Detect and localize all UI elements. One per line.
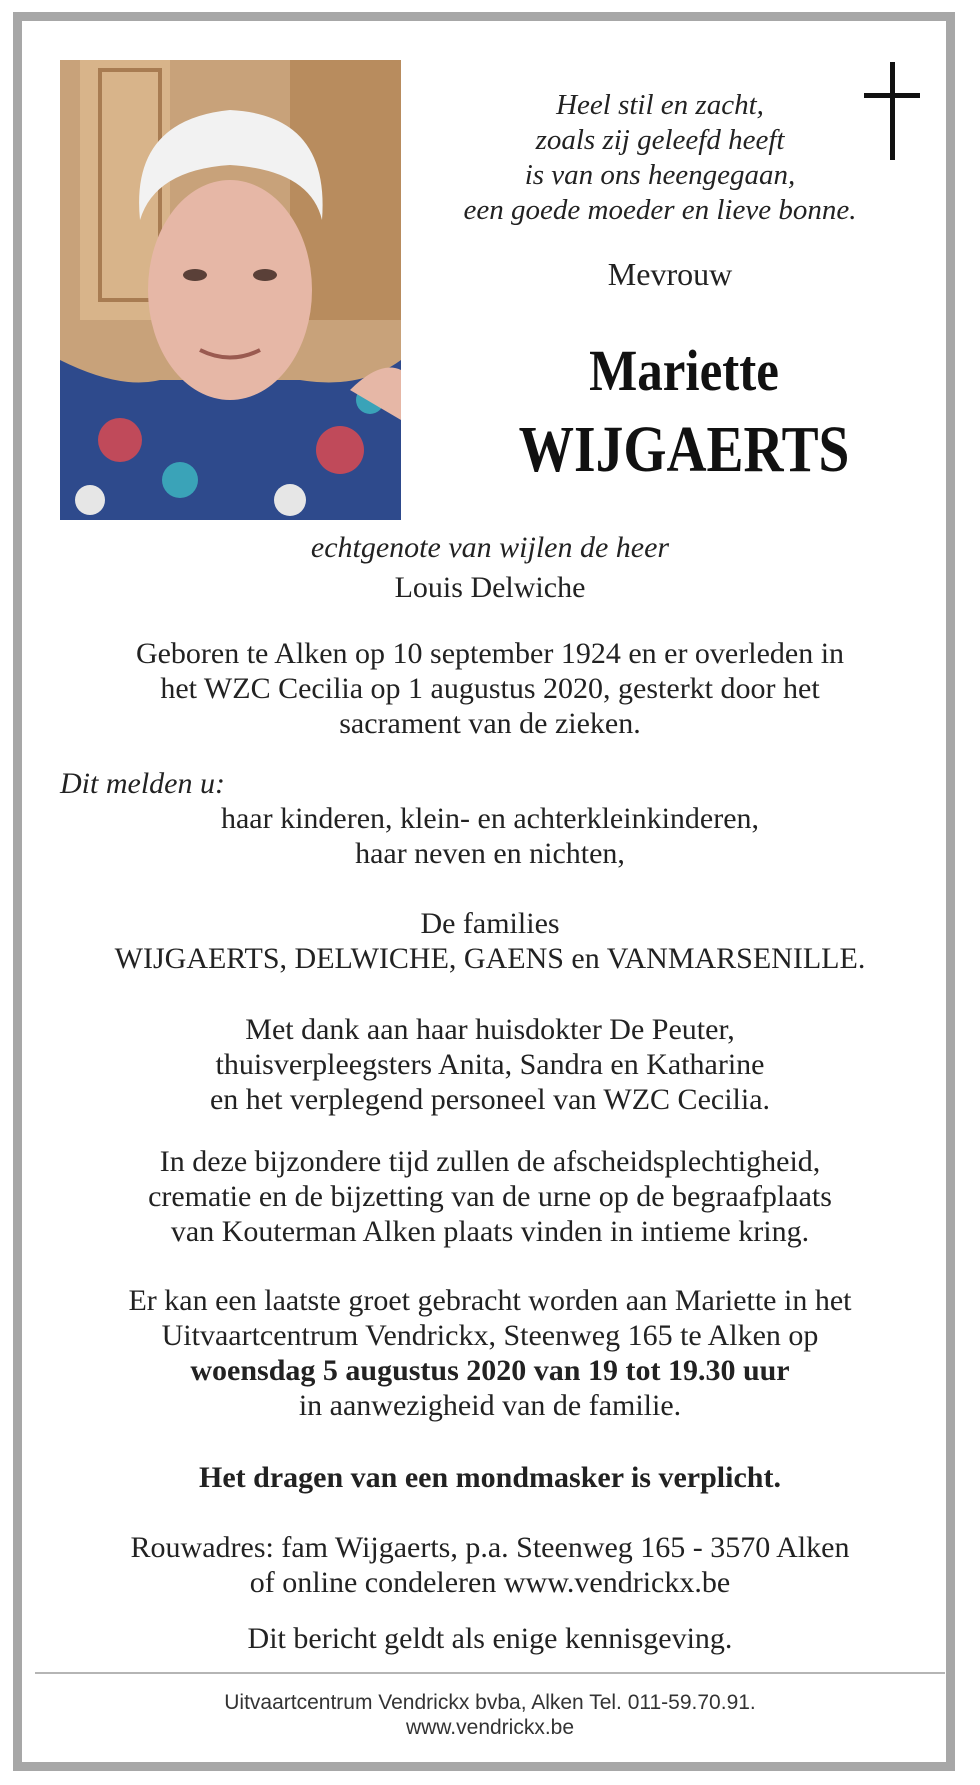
text-line: in aanwezigheid van de familie. [298, 1389, 682, 1422]
families [40, 906, 940, 976]
spouse-name: Louis Delwiche [394, 571, 586, 604]
text-line: thuisverpleegsters Anita, Sandra en Katharine [215, 1048, 765, 1081]
spouse-intro: echtgenote van wijlen de heer [310, 531, 670, 564]
text-line: Uitvaartcentrum Vendrickx, Steenweg 165 te Alken op [161, 1319, 819, 1352]
text-line: van Kouterman Alken plaats vinden in intieme kring. [170, 1215, 810, 1248]
poem-line: een goede moeder en lieve bonne. [463, 194, 857, 226]
cross-icon [864, 62, 920, 160]
address [40, 1530, 940, 1600]
text-line: Met dank aan haar huisdokter De Peuter, [245, 1013, 735, 1046]
poem [440, 88, 880, 228]
footer-website: www.vendrickx.be [405, 1716, 575, 1739]
birth-death-text [40, 636, 940, 741]
deceased-first-name: Mariette [589, 338, 779, 403]
poem-line: zoals zij geleefd heeft [535, 124, 785, 156]
text-line: crematie en de bijzetting van de urne op de begraafplaats [148, 1180, 832, 1213]
footer-company: Uitvaartcentrum Vendrickx bvba, Alken Tel. 011-59.70.91. [224, 1691, 756, 1714]
notice-line: Dit bericht geldt als enige kennisgeving. [247, 1622, 733, 1655]
text-line: haar kinderen, klein- en achterkleinkinderen, [220, 802, 760, 835]
mask-notice: Het dragen van een mondmasker is verplicht. [199, 1461, 781, 1494]
portrait-photo [60, 60, 401, 520]
salutation: Mevrouw [607, 256, 733, 292]
text-line: In deze bijzondere tijd zullen de afscheidsplechtigheid, [159, 1145, 821, 1178]
text-line: het WZC Cecilia op 1 augustus 2020, gesterkt door het [160, 672, 820, 705]
thanks [40, 1012, 940, 1117]
visit-info [40, 1283, 940, 1423]
text-line: Rouwadres: fam Wijgaerts, p.a. Steenweg 165 - 3570 Alken [130, 1531, 850, 1564]
relatives [40, 801, 940, 871]
text-line: Geboren te Alken op 10 september 1924 en er overleden in [135, 637, 845, 670]
divider [35, 1672, 945, 1674]
footer [40, 1690, 940, 1740]
text-line: en het verplegend personeel van WZC Cecilia. [209, 1083, 771, 1116]
deceased-last-name: WIJGAERTS [518, 413, 850, 486]
ceremony [40, 1144, 940, 1249]
text-line: of online condeleren www.vendrickx.be [249, 1566, 731, 1599]
text-line: Er kan een laatste groet gebracht worden aan Mariette in het [128, 1284, 852, 1317]
text-line: De families [420, 907, 560, 940]
poem-line: Heel stil en zacht, [556, 89, 764, 121]
text-line: WIJGAERTS, DELWICHE, GAENS en VANMARSENILLE. [114, 942, 866, 975]
text-line: sacrament van de zieken. [339, 707, 641, 740]
visit-date: woensdag 5 augustus 2020 van 19 tot 19.30 uur [190, 1354, 790, 1387]
announce-label: Dit melden u: [60, 767, 225, 800]
text-line: haar neven en nichten, [355, 837, 625, 870]
poem-line: is van ons heengegaan, [524, 159, 796, 191]
